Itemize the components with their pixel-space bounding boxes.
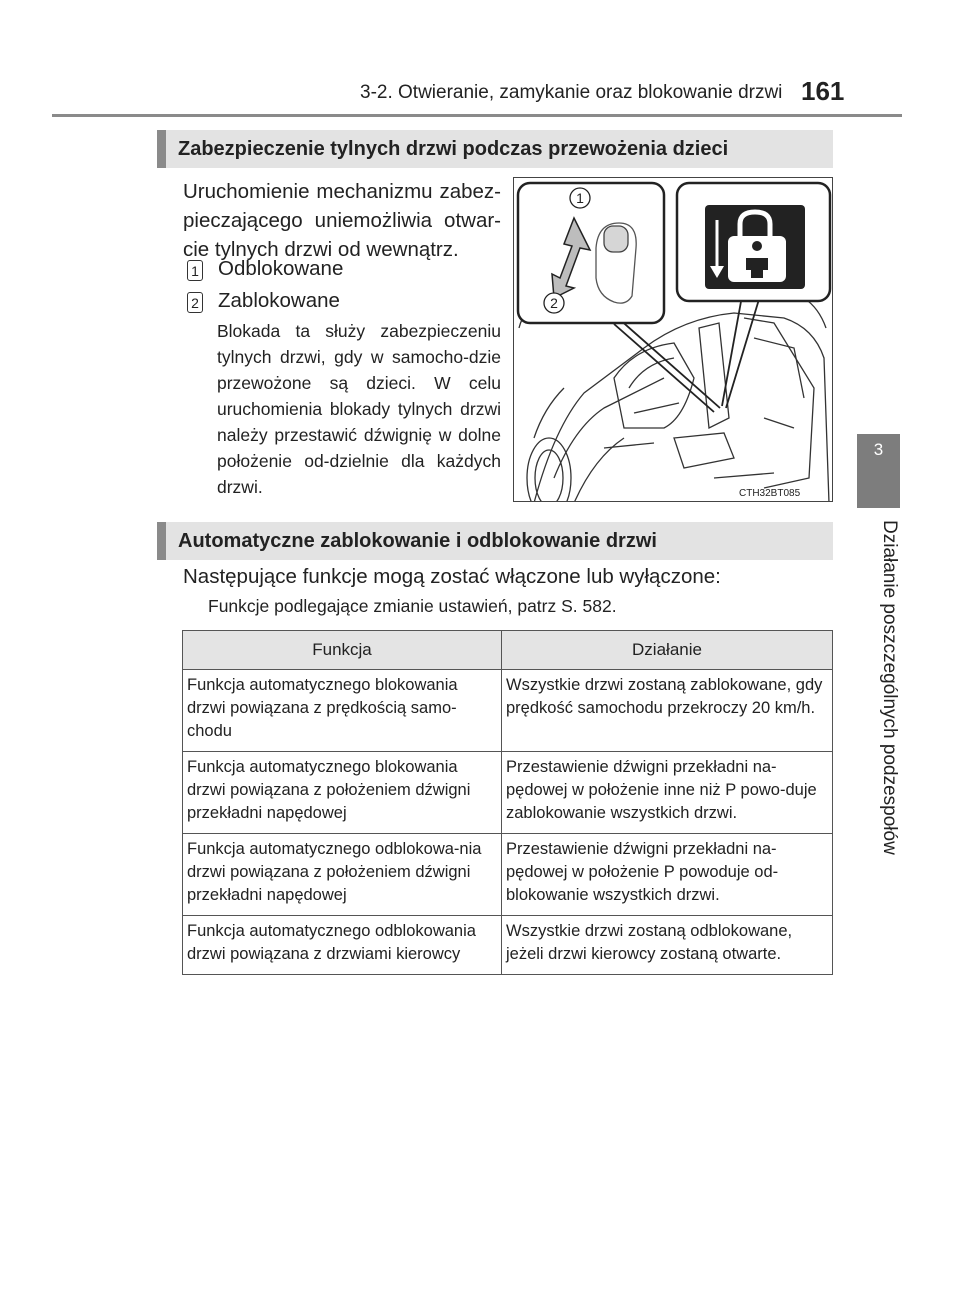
table-cell-action: Przestawienie dźwigni przekładni na-pędowej w położenie inne niż P powo-duje zablokowanie wszystkich drzwi.: [502, 752, 833, 834]
table-cell-action: Wszystkie drzwi zostaną odblokowane, jeżeli drzwi kierowcy zostaną otwarte.: [502, 916, 833, 975]
table-row: [183, 834, 833, 916]
table-row: [183, 670, 833, 752]
table-cell-function: Funkcja automatycznego blokowania drzwi powiązana z położeniem dźwigni przekładni napędowej: [183, 752, 502, 834]
table-header-function: Funkcja: [183, 631, 502, 670]
table-cell-function: Funkcja automatycznego odblokowania drzwi powiązana z drzwiami kierowcy: [183, 916, 502, 975]
table-header-action: Działanie: [502, 631, 833, 670]
table-cell-action: Wszystkie drzwi zostaną zablokowane, gdy prędkość samochodu przekroczy 20 km/h.: [502, 670, 833, 752]
table-cell-action: Przestawienie dźwigni przekładni na-pędowej w położenie P powoduje od-blokowanie wszystkich drzwi.: [502, 834, 833, 916]
chapter-number: 3: [873, 440, 884, 459]
child-lock-intro: Uruchomienie mechanizmu zabez-pieczającego uniemożliwia otwar-cie tylnych drzwi od wewnątrz.: [183, 180, 501, 261]
auto-lock-table: [182, 630, 833, 975]
figure-code: CTH32BT085: [739, 488, 801, 499]
lever-callout-box: [518, 183, 664, 323]
auto-lock-settings-ref: Funkcje podlegające zmianie ustawień, patrz S. 582.: [208, 596, 617, 616]
table-cell-function: Funkcja automatycznego odblokowa-nia drzwi powiązana z położeniem dźwigni przekładni napędowej: [183, 834, 502, 916]
auto-lock-intro: Następujące funkcje mogą zostać włączone lub wyłączone:: [183, 565, 721, 588]
item-label-unlocked: Odblokowane: [218, 257, 344, 280]
item-number-2: 2: [187, 292, 203, 313]
table-row: [183, 916, 833, 975]
section-heading-auto-lock: Automatyczne zablokowanie i odblokowanie drzwi: [157, 522, 833, 560]
door-sketch: [519, 298, 829, 502]
child-lock-note: Blokada ta służy zabezpieczeniu tylnych drzwi, gdy w samocho-dzie przewożone są dzieci. W celu uruchomienia blokady tylnych drzwi należy przestawić dźwignię w dolne położenie od-dzielnie dla każdych drzwi.: [217, 321, 501, 497]
child-lock-drawing: [514, 178, 833, 502]
callout-label-1: 1: [576, 190, 584, 206]
table-header-row: [183, 631, 833, 670]
table-row: [183, 752, 833, 834]
running-header-section: 3-2. Otwieranie, zamykanie oraz blokowanie drzwi: [360, 82, 783, 103]
chapter-title: Działanie poszczególnych podzespołów: [879, 520, 900, 855]
section-heading-child-lock: Zabezpieczenie tylnych drzwi podczas przewożenia dzieci: [157, 130, 833, 168]
item-label-locked: Zablokowane: [218, 289, 340, 312]
child-lock-symbol-icon: [705, 205, 805, 289]
lever-icon: [596, 223, 636, 303]
table-cell-function: Funkcja automatycznego blokowania drzwi powiązana z prędkością samo-chodu: [183, 670, 502, 752]
page-number: 161: [801, 76, 845, 106]
child-lock-illustration: [513, 177, 833, 502]
item-number-1: 1: [187, 260, 203, 281]
callout-label-2: 2: [550, 295, 558, 311]
header-rule: [52, 114, 902, 117]
